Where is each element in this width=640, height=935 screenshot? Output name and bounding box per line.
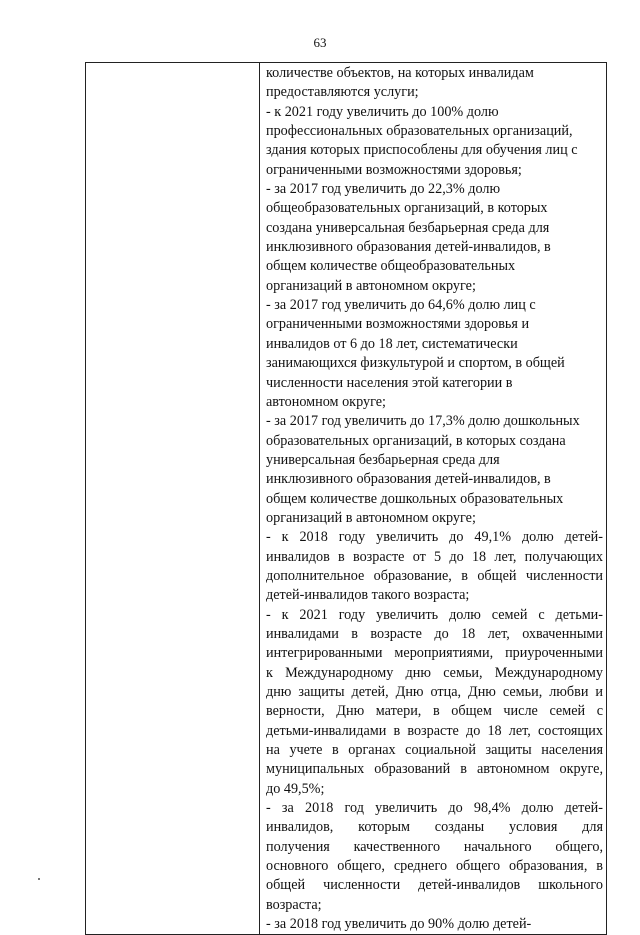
text-line: инклюзивного образования детей-инвалидов, в (266, 471, 551, 488)
right-cell (260, 63, 607, 935)
text-line: общем количестве общеобразовательных (266, 258, 516, 275)
text-line: детьми-инвалидами в возрасте до 18 лет, состоящих (266, 722, 603, 739)
text-line: общем количестве дошкольных образовательных (266, 490, 564, 507)
text-line: - к 2018 году увеличить до 49,1% долю детей- (266, 529, 603, 546)
text-line: ограниченными возможностями здоровья; (266, 161, 522, 178)
text-line: - за 2017 год увеличить до 17,3% долю дошкольных (266, 413, 580, 430)
text-line: инвалидов от 6 до 18 лет, систематически (266, 335, 518, 352)
text-line: интегрированными мероприятиями, приуроченными (266, 645, 603, 662)
text-line: муниципальных образований в автономном округе, (266, 761, 603, 778)
text-line: на учете в органах социальной защиты населения (266, 742, 603, 759)
text-line: организаций в автономном округе; (266, 277, 476, 294)
text-line: - за 2018 год увеличить до 98,4% долю детей- (266, 800, 603, 817)
text-line: к Международному дню семьи, Международному (266, 664, 603, 681)
table-row (86, 63, 607, 935)
text-line: общей численности детей-инвалидов школьного (266, 877, 603, 894)
text-line: верности, Дню матери, в общем числе семей с (266, 703, 603, 720)
text-line: инвалидов, которым созданы условия для (266, 819, 603, 836)
text-line: инвалидами в возрасте до 18 лет, охваченными (266, 625, 603, 642)
text-line: численности населения этой категории в (266, 374, 513, 391)
text-line: создана универсальная безбарьерная среда для (266, 219, 550, 236)
text-line: до 49,5%; (266, 780, 325, 797)
text-line: профессиональных образовательных организаций, (266, 123, 573, 140)
text-line: - к 2021 году увеличить до 100% долю (266, 103, 499, 120)
text-line: инвалидов в возрасте от 5 до 18 лет, получающих (266, 548, 603, 565)
text-line: автономном округе; (266, 393, 386, 410)
text-line: организаций в автономном округе; (266, 509, 476, 526)
text-line: здания которых приспособлены для обучения лиц с (266, 142, 578, 159)
text-line: - за 2017 год увеличить до 22,3% долю (266, 181, 501, 198)
text-line: получения качественного начального общего, (266, 838, 603, 855)
page-number: 63 (313, 35, 327, 50)
text-line: ограниченными возможностями здоровья и (266, 316, 530, 333)
text-line: занимающихся физкультурой и спортом, в общей (266, 355, 565, 372)
text-line: общеобразовательных организаций, в которых (266, 200, 548, 217)
text-line: - к 2021 году увеличить долю семей с детьми- (266, 606, 603, 623)
text-line: дню защиты детей, Дню отца, Дню семьи, любви и (266, 684, 603, 700)
text-line: количестве объектов, на которых инвалидам (266, 65, 534, 81)
text-line: предоставляются услуги; (266, 84, 419, 101)
right-cell-text (266, 64, 603, 934)
text-line: образовательных организаций, в которых создана (266, 432, 566, 449)
text-line: основного общего, среднего общего образования, в (266, 858, 603, 875)
text-line: инклюзивного образования детей-инвалидов, в (266, 239, 551, 256)
scan-artifact (38, 878, 40, 880)
text-line: универсальная безбарьерная среда для (266, 451, 500, 468)
left-cell (86, 63, 260, 935)
text-line: возраста; (266, 896, 322, 913)
document-table (85, 62, 607, 935)
text-line: дополнительное образование, в общей численности (266, 567, 603, 584)
text-line: - за 2017 год увеличить до 64,6% долю лиц с (266, 297, 536, 314)
text-line: - за 2018 год увеличить до 90% долю детей- (266, 916, 532, 933)
text-line: детей-инвалидов такого возраста; (266, 587, 470, 604)
